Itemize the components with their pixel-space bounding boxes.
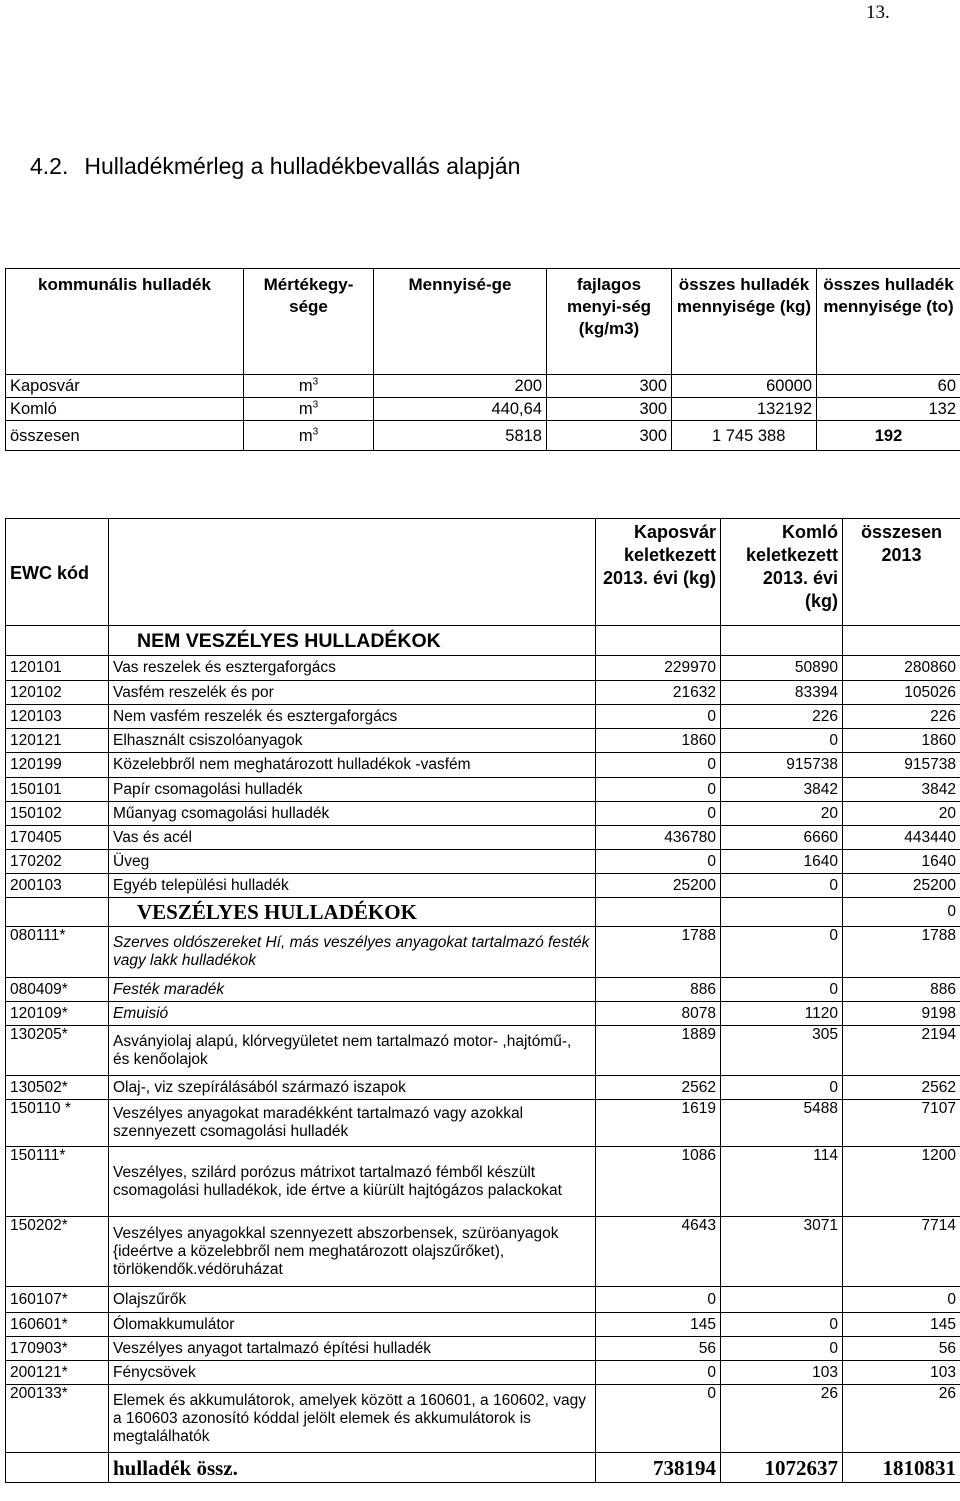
total-value: 2194 (843, 1026, 960, 1076)
total-value: 1200 (843, 1147, 960, 1217)
ewc-code: 150202* (6, 1217, 109, 1287)
total-value: 9198 (843, 1002, 960, 1026)
table-row (6, 1313, 960, 1337)
table-row (6, 1217, 960, 1287)
kaposvar-value: 886 (596, 978, 721, 1002)
kg-cell: 1 745 388 (672, 421, 817, 451)
komlo-value: 114 (721, 1147, 843, 1217)
kaposvar-value: 25200 (596, 874, 721, 898)
waste-description: Fénycsövek (109, 1361, 596, 1385)
table-row (6, 927, 960, 978)
spec-cell: 300 (547, 375, 672, 398)
ewc-code: 150111* (6, 1147, 109, 1217)
total-value: 26 (843, 1385, 960, 1453)
waste-description: Egyéb települési hulladék (109, 874, 596, 898)
unit-cell: $m^3$ (244, 375, 374, 398)
total-value: 145 (843, 1313, 960, 1337)
table-row (6, 874, 960, 898)
table-row (6, 656, 960, 681)
total-label: hulladék össz. (109, 1453, 596, 1483)
kaposvar-value: 145 (596, 1313, 721, 1337)
total-kaposvar: 738194 (596, 1453, 721, 1483)
waste-description: Veszélyes anyagot tartalmazó építési hulladék (109, 1337, 596, 1361)
section-hazardous (6, 898, 960, 927)
kg-cell: 60000 (672, 375, 817, 398)
total-value: 1860 (843, 729, 960, 753)
unit-cell: $m^3$ (244, 398, 374, 421)
header-osszesen: összesen 2013 (843, 519, 960, 626)
komlo-value: 26 (721, 1385, 843, 1453)
kaposvar-value: 56 (596, 1337, 721, 1361)
kaposvar-value: 0 (596, 1287, 721, 1313)
ewc-code: 120121 (6, 729, 109, 753)
waste-description: Ólomakkumulátor (109, 1313, 596, 1337)
header-quantity: Mennyisé-ge (374, 269, 547, 375)
total-value: 105026 (843, 681, 960, 705)
row-name: összesen (6, 421, 244, 451)
komlo-value: 3842 (721, 778, 843, 802)
ewc-code: 120109* (6, 1002, 109, 1026)
ewc-code: 170903* (6, 1337, 109, 1361)
ewc-code: 120101 (6, 656, 109, 681)
kaposvar-value: 2562 (596, 1076, 721, 1100)
header-total-kg: összes hulladék mennyisége (kg) (672, 269, 817, 375)
total-value: 1640 (843, 850, 960, 874)
waste-description: Műanyag csomagolási hulladék (109, 802, 596, 826)
komlo-value: 915738 (721, 753, 843, 778)
total-value: 103 (843, 1361, 960, 1385)
waste-description: Elemek és akkumulátorok, amelyek között a 160601, a 160602, vagy a 160603 azonosító kóddal jelölt elemek és akkumulátorok is megtalálhatók (109, 1385, 596, 1453)
komlo-value: 1640 (721, 850, 843, 874)
total-value: 443440 (843, 826, 960, 850)
total-value: 886 (843, 978, 960, 1002)
kaposvar-value: 229970 (596, 656, 721, 681)
table-row (6, 398, 960, 421)
komlo-value: 0 (721, 1313, 843, 1337)
total-value: 0 (843, 1287, 960, 1313)
kaposvar-value: 0 (596, 802, 721, 826)
waste-description: Festék maradék (109, 978, 596, 1002)
table-row (6, 1385, 960, 1453)
qty-cell: 5818 (374, 421, 547, 451)
table-row (6, 1361, 960, 1385)
komlo-value: 0 (721, 1337, 843, 1361)
municipal-waste-table (5, 268, 960, 451)
total-value: 7714 (843, 1217, 960, 1287)
to-cell: 132 (817, 398, 960, 421)
ewc-code: 170405 (6, 826, 109, 850)
table-row (6, 1076, 960, 1100)
ewc-code: 080409* (6, 978, 109, 1002)
section-total: 0 (843, 898, 960, 927)
komlo-value: 305 (721, 1026, 843, 1076)
total-value: 226 (843, 705, 960, 729)
waste-description: Vas reszelek és esztergaforgács (109, 656, 596, 681)
ewc-code: 200133* (6, 1385, 109, 1453)
komlo-value (721, 1287, 843, 1313)
table-row (6, 1337, 960, 1361)
waste-description: Olaj-, viz szepírálásából származó iszapok (109, 1076, 596, 1100)
total-value: 20 (843, 802, 960, 826)
komlo-value: 6660 (721, 826, 843, 850)
waste-description: Üveg (109, 850, 596, 874)
kaposvar-value: 0 (596, 1361, 721, 1385)
komlo-value: 20 (721, 802, 843, 826)
unit-cell: $m^3$ (244, 421, 374, 451)
kg-cell: 132192 (672, 398, 817, 421)
qty-cell: 200 (374, 375, 547, 398)
ewc-code: 120102 (6, 681, 109, 705)
waste-description: Veszélyes anyagokat maradékként tartalmazó vagy azokkal szennyezett csomagolási hulladék (109, 1100, 596, 1147)
header-unit: Mértékegy-sége (244, 269, 374, 375)
komlo-value: 50890 (721, 656, 843, 681)
kaposvar-value: 0 (596, 850, 721, 874)
total-value: 56 (843, 1337, 960, 1361)
table-row (6, 778, 960, 802)
header-komlo: Komló keletkezett 2013. évi (kg) (721, 519, 843, 626)
waste-description: Elhasznált csiszolóanyagok (109, 729, 596, 753)
ewc-code: 150102 (6, 802, 109, 826)
page-number: 13. (866, 2, 890, 23)
table-row (6, 705, 960, 729)
kaposvar-value: 1889 (596, 1026, 721, 1076)
spec-cell: 300 (547, 398, 672, 421)
table-row (6, 1002, 960, 1026)
table-row (6, 681, 960, 705)
waste-description: Asványiolaj alapú, klórvegyületet nem tartalmazó motor- ,hajtómű-, és kenőolajok (109, 1026, 596, 1076)
heading-number: 4.2. (30, 153, 69, 179)
komlo-value: 103 (721, 1361, 843, 1385)
section-title: VESZÉLYES HULLADÉKOK (109, 898, 596, 927)
komlo-value: 83394 (721, 681, 843, 705)
waste-description: Nem vasfém reszelék és esztergaforgács (109, 705, 596, 729)
kaposvar-value: 1860 (596, 729, 721, 753)
table-row (6, 1287, 960, 1313)
table-row (6, 753, 960, 778)
table-row (6, 1100, 960, 1147)
waste-description: Olajszűrők (109, 1287, 596, 1313)
table-row (6, 729, 960, 753)
header-total-to: összes hulladék mennyisége (to) (817, 269, 960, 375)
komlo-value: 0 (721, 978, 843, 1002)
row-name: Komló (6, 398, 244, 421)
ewc-code: 150110 * (6, 1100, 109, 1147)
ewc-code: 080111* (6, 927, 109, 978)
ewc-code: 130205* (6, 1026, 109, 1076)
section-title: NEM VESZÉLYES HULLADÉKOK (109, 626, 596, 656)
komlo-value: 3071 (721, 1217, 843, 1287)
table-row (6, 978, 960, 1002)
komlo-value: 0 (721, 927, 843, 978)
komlo-value: 226 (721, 705, 843, 729)
total-value: 2562 (843, 1076, 960, 1100)
total-osszesen: 1810831 (843, 1453, 960, 1483)
waste-description: Veszélyes anyagokkal szennyezett abszorbensek, szüröanyagok {ideértve a közelebbről nem meghatározott olajszűrőket), törlökendők.védöruházat (109, 1217, 596, 1287)
ewc-code: 170202 (6, 850, 109, 874)
waste-description: Veszélyes, szilárd porózus mátrixot tartalmazó fémből készült csomagolási hulladékok, ide értve a kiürült hajtógázos palackokat (109, 1147, 596, 1217)
komlo-value: 1120 (721, 1002, 843, 1026)
kaposvar-value: 0 (596, 778, 721, 802)
total-value: 3842 (843, 778, 960, 802)
total-value: 1788 (843, 927, 960, 978)
ewc-code: 120103 (6, 705, 109, 729)
komlo-value: 0 (721, 729, 843, 753)
total-value: 7107 (843, 1100, 960, 1147)
ewc-code: 160601* (6, 1313, 109, 1337)
total-value: 25200 (843, 874, 960, 898)
qty-cell: 440,64 (374, 398, 547, 421)
ewc-code: 130502* (6, 1076, 109, 1100)
table-row (6, 421, 960, 451)
kaposvar-value: 1086 (596, 1147, 721, 1217)
ewc-code: 150101 (6, 778, 109, 802)
kaposvar-value: 0 (596, 753, 721, 778)
ewc-code: 200103 (6, 874, 109, 898)
waste-description: Közelebbről nem meghatározott hulladékok -vasfém (109, 753, 596, 778)
header-specific-quantity: fajlagos menyi-ség (kg/m3) (547, 269, 672, 375)
kaposvar-value: 8078 (596, 1002, 721, 1026)
kaposvar-value: 0 (596, 705, 721, 729)
header-kaposvar: Kaposvár keletkezett 2013. évi (kg) (596, 519, 721, 626)
table-row (6, 1026, 960, 1076)
kaposvar-value: 21632 (596, 681, 721, 705)
ewc-code: 200121* (6, 1361, 109, 1385)
table-row (6, 375, 960, 398)
table-row (6, 826, 960, 850)
section-heading (30, 153, 536, 180)
row-name: Kaposvár (6, 375, 244, 398)
ewc-code: 160107* (6, 1287, 109, 1313)
header-desc-empty (109, 519, 596, 626)
waste-description: Vas és acél (109, 826, 596, 850)
waste-description: Emuisió (109, 1002, 596, 1026)
total-row (6, 1453, 960, 1483)
kaposvar-value: 1619 (596, 1100, 721, 1147)
header-ewc: EWC kód (6, 519, 109, 626)
total-value: 915738 (843, 753, 960, 778)
table-row (6, 850, 960, 874)
kaposvar-value: 436780 (596, 826, 721, 850)
to-cell: 60 (817, 375, 960, 398)
waste-balance-table (5, 518, 960, 1483)
komlo-value: 5488 (721, 1100, 843, 1147)
waste-description: Szerves oldószereket Hí, más veszélyes anyagokat tartalmazó festék vagy lakk hulladékok (109, 927, 596, 978)
ewc-code: 120199 (6, 753, 109, 778)
total-value: 280860 (843, 656, 960, 681)
kaposvar-value: 1788 (596, 927, 721, 978)
kaposvar-value: 0 (596, 1385, 721, 1453)
to-cell: 192 (817, 421, 960, 451)
heading-title: Hulladékmérleg a hulladékbevallás alapján (84, 153, 521, 179)
komlo-value: 0 (721, 874, 843, 898)
komlo-value: 0 (721, 1076, 843, 1100)
table-row (6, 802, 960, 826)
section-nonhazardous (6, 626, 960, 656)
header-municipal-waste: kommunális hulladék (6, 269, 244, 375)
kaposvar-value: 4643 (596, 1217, 721, 1287)
waste-description: Papír csomagolási hulladék (109, 778, 596, 802)
total-komlo: 1072637 (721, 1453, 843, 1483)
table-row (6, 1147, 960, 1217)
spec-cell: 300 (547, 421, 672, 451)
waste-description: Vasfém reszelék és por (109, 681, 596, 705)
